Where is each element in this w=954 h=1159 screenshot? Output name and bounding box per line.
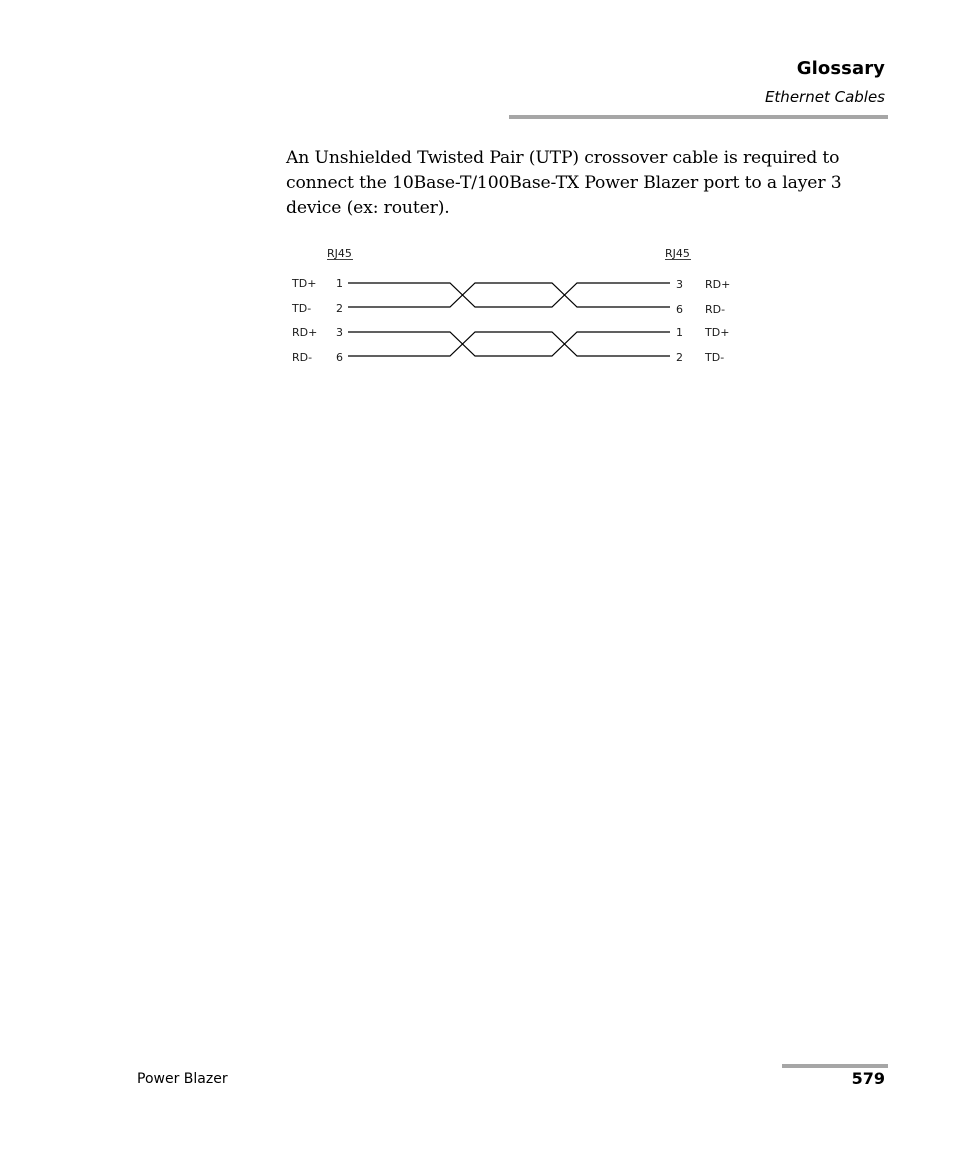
- footer-product-name: Power Blazer: [137, 1071, 228, 1087]
- header-subtitle: Ethernet Cables: [764, 88, 885, 106]
- left-connector-label: RJ45: [327, 247, 352, 260]
- right-signal-label: TD+: [705, 326, 730, 339]
- right-signal-label: RD+: [705, 278, 731, 291]
- wire-pair-2-upper: [348, 332, 670, 356]
- body-paragraph: An Unshielded Twisted Pair (UTP) crossover cable is required to connect the 10Base-T/100Base-TX Power Blazer port to a layer 3 device (ex: router).: [286, 148, 842, 218]
- right-connector-label: RJ45: [665, 247, 690, 260]
- left-pin-number: 6: [336, 351, 343, 364]
- right-pin-number: 2: [676, 351, 683, 364]
- wire-pair-2-lower: [348, 332, 670, 356]
- left-pin-number: 1: [336, 277, 343, 290]
- left-signal-label: RD+: [292, 326, 318, 339]
- left-signal-label: TD+: [292, 277, 317, 290]
- page-number: 579: [851, 1069, 885, 1088]
- right-signal-label: RD-: [705, 303, 726, 316]
- left-pin-number: 3: [336, 326, 343, 339]
- header-title: Glossary: [796, 58, 885, 79]
- footer-rule: [782, 1064, 888, 1068]
- left-signal-label: RD-: [292, 351, 313, 364]
- crossover-wiring-diagram: [280, 240, 750, 375]
- right-pin-number: 6: [676, 303, 683, 316]
- wire-pair-1-upper: [348, 283, 670, 307]
- right-pin-number: 1: [676, 326, 683, 339]
- header-rule: [509, 115, 888, 119]
- left-pin-number: 2: [336, 302, 343, 315]
- right-signal-label: TD-: [705, 351, 725, 364]
- left-signal-label: TD-: [292, 302, 312, 315]
- right-pin-number: 3: [676, 278, 683, 291]
- wire-pair-1-lower: [348, 283, 670, 307]
